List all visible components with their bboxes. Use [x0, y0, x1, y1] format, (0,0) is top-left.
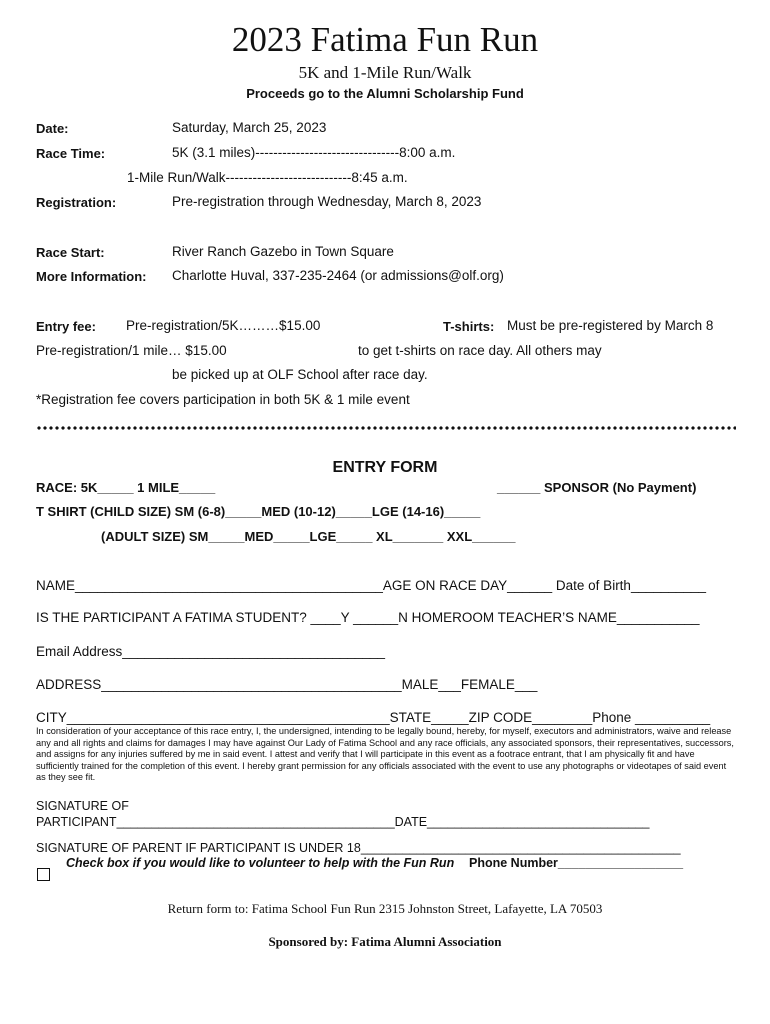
fee-5k: Pre-registration/5K………$15.00 — [126, 318, 321, 333]
proceeds-note: Proceeds go to the Alumni Scholarship Fund — [246, 86, 524, 101]
email-field[interactable]: Email Address___________________________________ — [36, 644, 386, 659]
tshirts-label: T-shirts: — [443, 319, 495, 334]
tshirts-line3: be picked up at OLF School after race day. — [172, 367, 428, 382]
page-subtitle: 5K and 1-Mile Run/Walk — [298, 63, 472, 82]
race-time-5k: 5K (3.1 miles)--------------------------------8:00 a.m. — [172, 145, 456, 160]
name-age-dob-field[interactable]: NAME_________________________________________AGE ON RACE DAY______ Date of Birth__________ — [36, 578, 707, 593]
sponsor-option[interactable]: ______ SPONSOR (No Payment) — [497, 480, 697, 495]
date-value: Saturday, March 25, 2023 — [172, 120, 327, 135]
tshirts-line1: Must be pre-registered by March 8 — [507, 318, 714, 333]
registration-fee-note: *Registration fee covers participation in both 5K & 1 mile event — [36, 392, 410, 407]
more-info-value: Charlotte Huval, 337-235-2464 (or admissions@olf.org) — [172, 268, 504, 283]
dotted-divider — [36, 424, 736, 432]
registration-value: Pre-registration through Wednesday, March 8, 2023 — [172, 194, 482, 209]
address-gender-field[interactable]: ADDRESS________________________________________MALE___FEMALE___ — [36, 677, 538, 692]
tshirt-child-sizes[interactable]: T SHIRT (CHILD SIZE) SM (6-8)_____MED (10-12)_____LGE (14-16)_____ — [36, 504, 481, 519]
signature-label: SIGNATURE OF — [36, 799, 129, 813]
city-state-zip-phone-field[interactable]: CITY___________________________________________STATE_____ZIP CODE________Phone __________ — [36, 710, 711, 725]
parent-signature-field[interactable]: SIGNATURE OF PARENT IF PARTICIPANT IS UNDER 18______________________________________________ — [36, 841, 681, 855]
volunteer-label: Check box if you would like to volunteer to help with the Fun Run — [66, 856, 455, 870]
volunteer-checkbox[interactable] — [37, 868, 50, 881]
liability-waiver: In consideration of your acceptance of this race entry, I, the undersigned, intending to be legally bound, hereby, for myself, executors and administrators, waive and release any and all rights and claims for damages I may have against Our Lady of Fatima School and any race officials, any associated sponsors, their representatives, successors, and assigns for any injuries suffered by me in said event. I attest and verify that I will participate in this event as a footrace entrant, that I am physically fit and have sufficiently trained for the completion of this event. I hereby grant permission for any officials associated with the event to use any photographs or videotapes of said event as they see fit. — [36, 726, 734, 783]
date-label: Date: — [36, 121, 69, 136]
race-start-label: Race Start: — [36, 245, 105, 260]
race-time-label: Race Time: — [36, 146, 106, 161]
tshirt-adult-sizes[interactable]: (ADULT SIZE) SM_____MED_____LGE_____ XL_______ XXL______ — [101, 529, 516, 544]
race-start-value: River Ranch Gazebo in Town Square — [172, 244, 394, 259]
fatima-student-field[interactable]: IS THE PARTICIPANT A FATIMA STUDENT? ____Y ______N HOMEROOM TEACHER’S NAME___________ — [36, 610, 700, 625]
entry-fee-label: Entry fee: — [36, 319, 96, 334]
return-form-address: Return form to: Fatima School Fun Run 2315 Johnston Street, Lafayette, LA 70503 — [167, 901, 603, 916]
race-time-1mile: 1-Mile Run/Walk----------------------------8:45 a.m. — [127, 170, 408, 185]
more-info-label: More Information: — [36, 269, 147, 284]
tshirts-line2: to get t-shirts on race day. All others may — [358, 343, 602, 358]
race-selection[interactable]: RACE: 5K_____ 1 MILE_____ — [36, 480, 216, 495]
registration-label: Registration: — [36, 195, 117, 210]
sponsored-by: Sponsored by: Fatima Alumni Association — [268, 934, 502, 949]
fee-1mile: Pre-registration/1 mile… $15.00 — [36, 343, 227, 358]
phone-number-field[interactable]: Phone Number__________________ — [469, 856, 684, 870]
entry-form-heading: ENTRY FORM — [332, 459, 438, 476]
participant-signature-date-field[interactable]: PARTICIPANT________________________________________DATE________________________________ — [36, 815, 650, 829]
page-title: 2023 Fatima Fun Run — [231, 20, 539, 59]
